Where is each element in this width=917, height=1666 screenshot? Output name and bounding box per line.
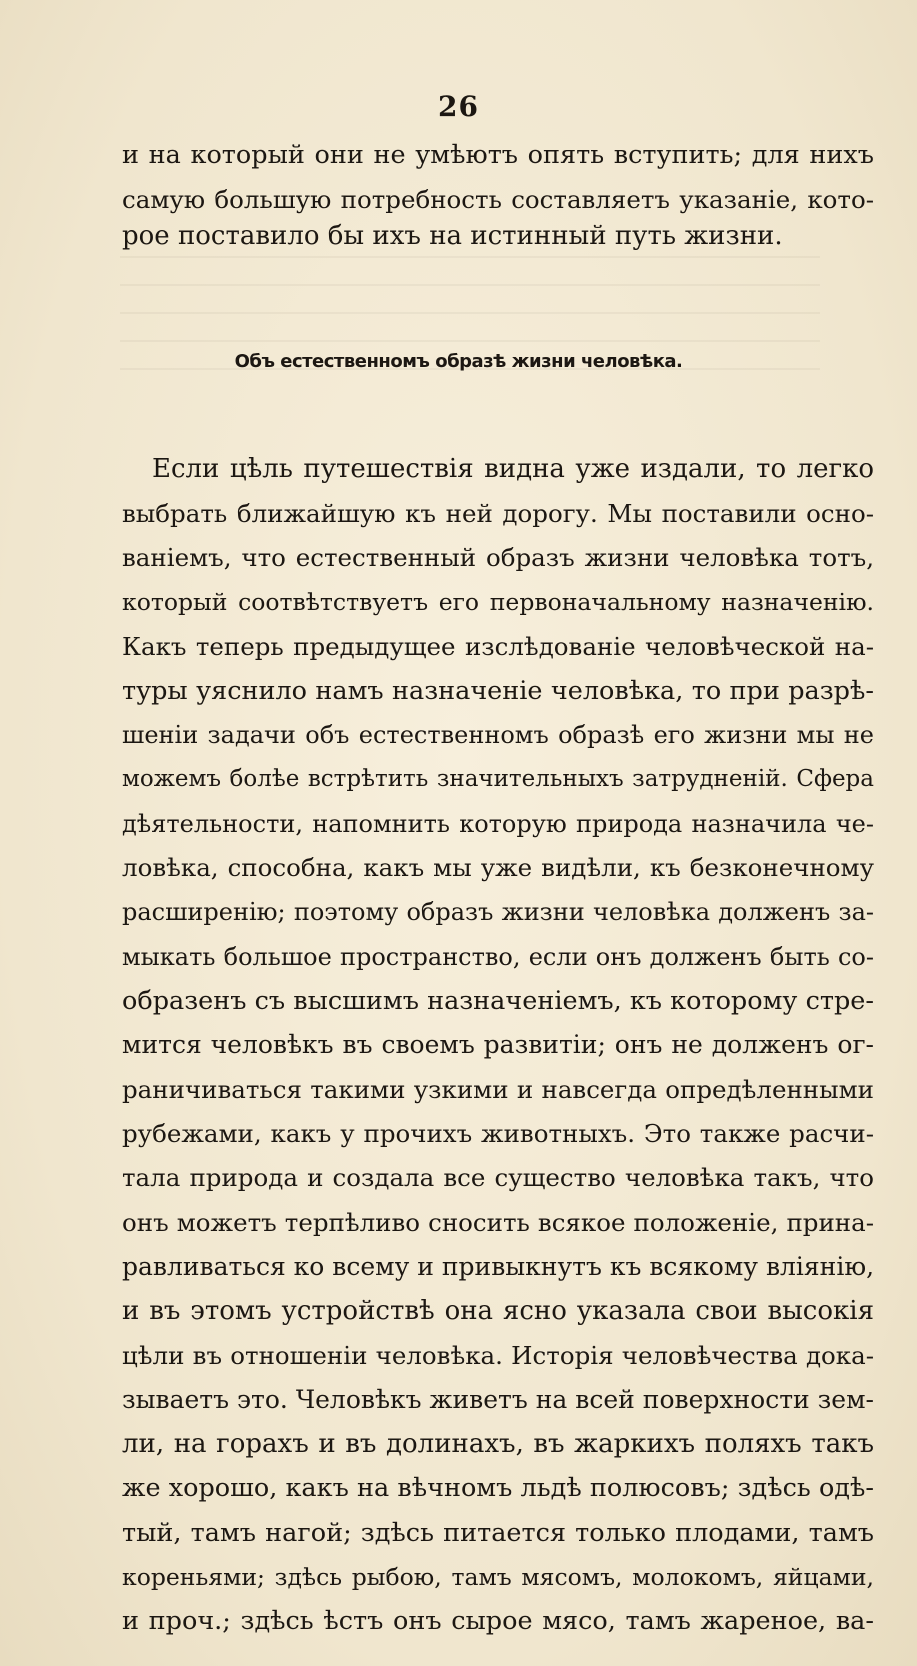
paragraph-line: который соотвѣтствуетъ его первоначальному назначенію. xyxy=(122,588,874,616)
intro-line: и на который они не умѣютъ опять вступить; для нихъ xyxy=(122,140,874,170)
paragraph-line: туры уяснило намъ назначеніе человѣка, то при разрѣ- xyxy=(122,676,874,706)
paragraph-line: можемъ болѣе встрѣтить значительныхъ затрудненій. Сфера xyxy=(122,766,874,792)
paragraph-line: же хорошо, какъ на вѣчномъ льдѣ полюсовъ; здѣсь одѣ- xyxy=(122,1473,874,1503)
paragraph-line: ловѣка, способна, какъ мы уже видѣли, къ безконечному xyxy=(122,853,874,882)
paragraph-line: мыкать большое пространство, если онъ долженъ быть со- xyxy=(122,943,874,971)
paragraph-line: цѣли въ отношеніи человѣка. Исторія человѣчества дока- xyxy=(122,1341,874,1370)
paragraph-line: шеніи задачи объ естественномъ образѣ его жизни мы не xyxy=(122,721,874,749)
paragraph-line: мится человѣкъ въ своемъ развитіи; онъ не долженъ ог- xyxy=(122,1030,874,1059)
paragraph-line: рубежами, какъ у прочихъ животныхъ. Это также расчи- xyxy=(122,1119,874,1148)
paragraph-line: и проч.; здѣсь ѣстъ онъ сырое мясо, тамъ жареное, ва- xyxy=(122,1606,874,1636)
page-number: 26 xyxy=(438,90,479,123)
paragraph-line: расширенію; поэтому образъ жизни человѣка долженъ за- xyxy=(122,898,874,926)
paragraph-line: зываетъ это. Человѣкъ живетъ на всей поверхности зем- xyxy=(122,1385,874,1414)
paragraph-line: раничиваться такими узкими и навсегда опредѣленными xyxy=(122,1075,874,1104)
paragraph-line: ли, на горахъ и въ долинахъ, въ жаркихъ поляхъ такъ xyxy=(122,1429,874,1459)
paragraph-line: Если цѣль путешествія видна уже издали, то легко xyxy=(152,454,874,484)
paragraph-line: и въ этомъ устройствѣ она ясно указала свои высокія xyxy=(122,1296,874,1326)
paragraph-line: равливаться ко всему и привыкнутъ къ всякому вліянію, xyxy=(122,1252,874,1281)
paragraph-line: онъ можетъ терпѣливо сносить всякое положеніе, прина- xyxy=(122,1208,874,1237)
paragraph-line: дѣятельности, напомнить которую природа назначила че- xyxy=(122,810,874,838)
paragraph-line: образенъ съ высшимъ назначеніемъ, къ которому стре- xyxy=(122,986,874,1016)
intro-line: рое поставило бы ихъ на истинный путь жизни. xyxy=(122,221,783,251)
intro-line: самую большую потребность составляетъ указаніе, кото- xyxy=(122,185,874,214)
section-heading: Объ естественномъ образѣ жизни человѣка. xyxy=(234,351,683,372)
paragraph-line: ваніемъ, что естественный образъ жизни человѣка тотъ, xyxy=(122,543,874,572)
paragraph-line: выбрать ближайшую къ ней дорогу. Мы поставили осно- xyxy=(122,499,874,528)
paragraph-line: тый, тамъ нагой; здѣсь питается только плодами, тамъ xyxy=(122,1518,874,1548)
paragraph-line: Какъ теперь предыдущее изслѣдованіе человѣческой на- xyxy=(122,632,874,661)
paragraph-line: кореньями; здѣсь рыбою, тамъ мясомъ, молокомъ, яйцами, xyxy=(122,1563,874,1591)
paragraph-line: тала природа и создала все существо человѣка такъ, что xyxy=(122,1163,874,1192)
